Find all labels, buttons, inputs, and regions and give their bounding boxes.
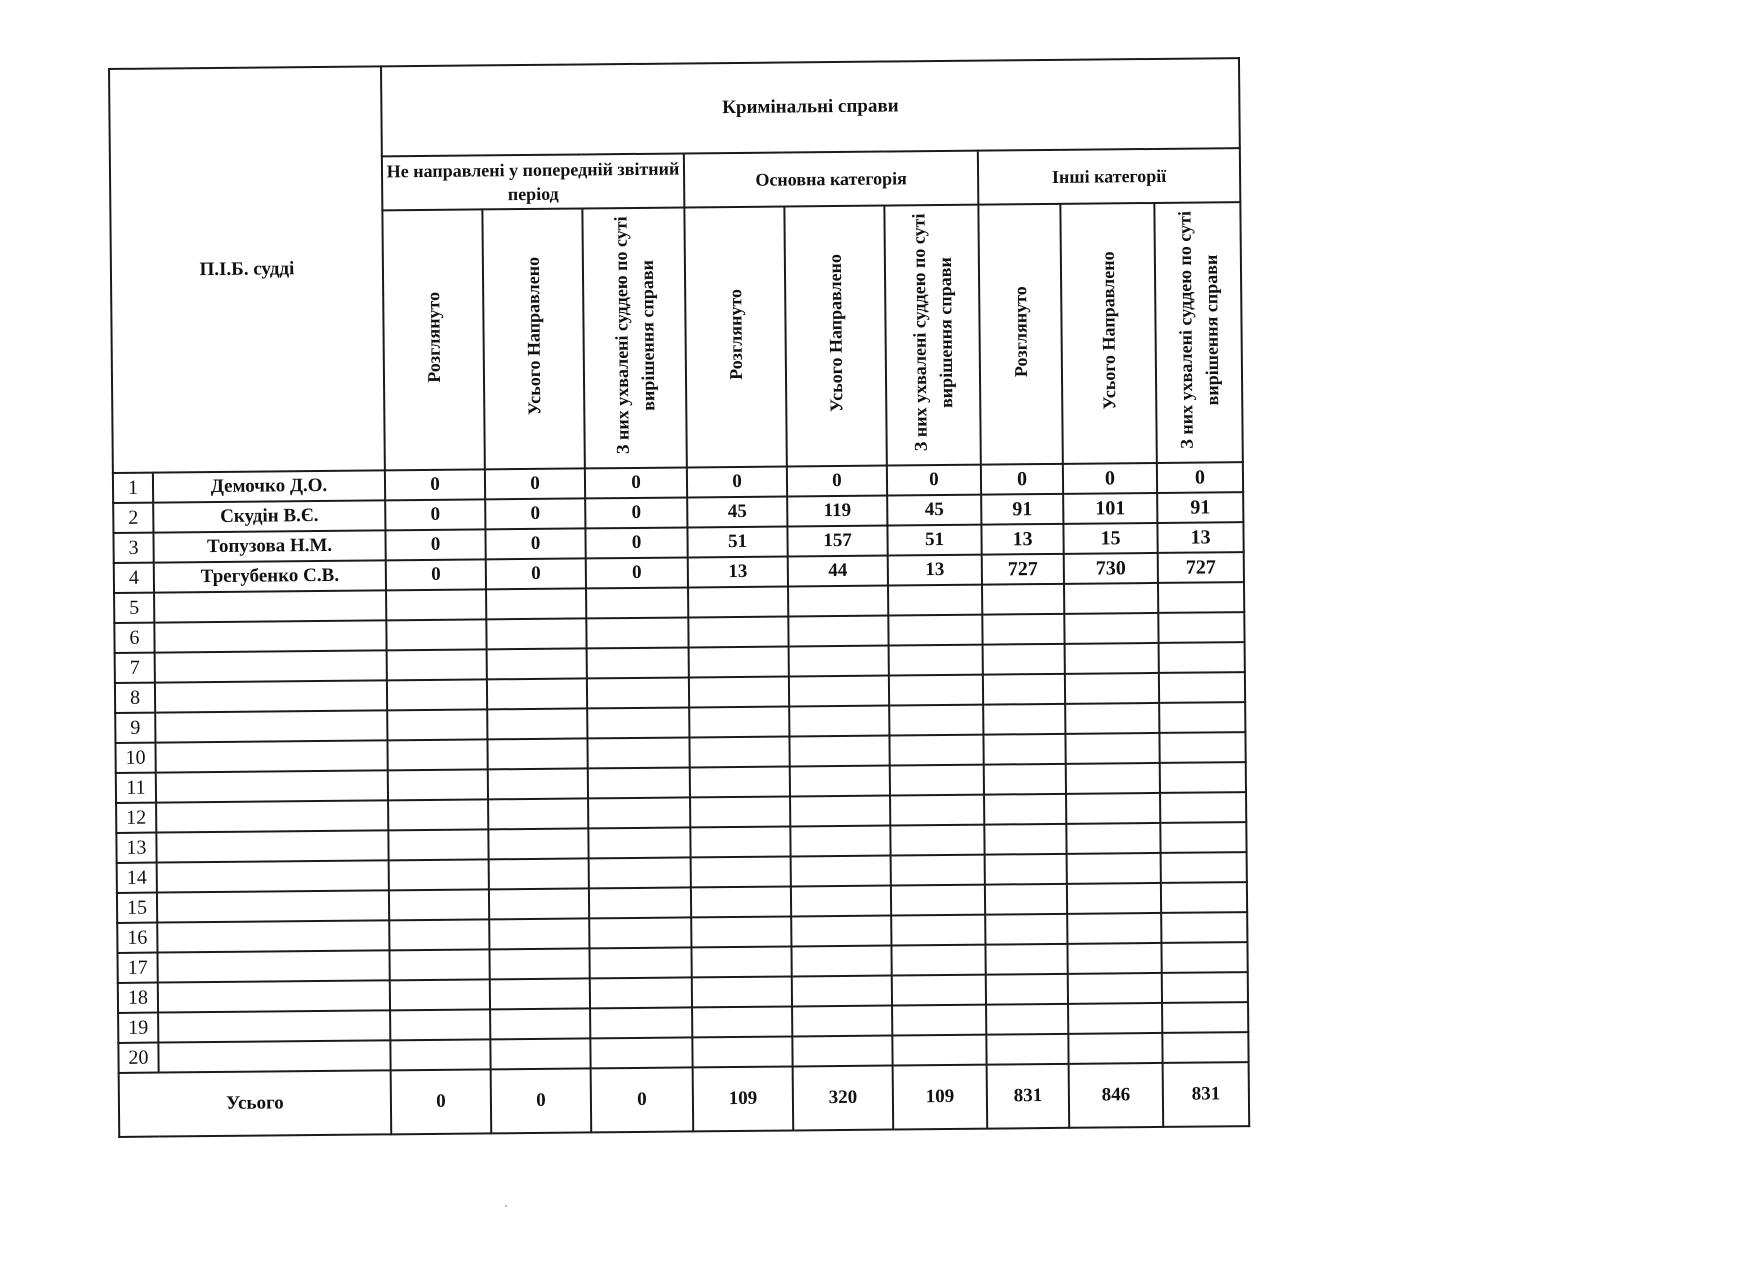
value-cell [983, 644, 1065, 675]
judge-name-cell: Топузова Н.М. [153, 530, 385, 562]
value-cell [488, 798, 588, 829]
total-cell: 320 [793, 1066, 894, 1131]
value-cell [984, 764, 1066, 795]
total-label: Усього [119, 1070, 392, 1137]
value-cell [390, 1039, 490, 1070]
judge-name-cell [157, 860, 389, 892]
value-cell [789, 676, 889, 707]
value-cell: 101 [1063, 493, 1157, 524]
value-cell [689, 706, 789, 737]
value-cell [888, 585, 982, 616]
value-cell [1064, 613, 1158, 644]
total-cell: 846 [1069, 1063, 1164, 1128]
value-cell [790, 766, 890, 797]
value-cell [1161, 942, 1247, 973]
row-number: 20 [118, 1043, 158, 1073]
value-cell: 730 [1064, 553, 1158, 584]
value-cell [1159, 672, 1245, 703]
value-cell [689, 676, 789, 707]
judge-name-cell [157, 920, 389, 952]
value-cell [1065, 703, 1159, 734]
value-cell [1067, 853, 1161, 884]
value-cell [1066, 793, 1160, 824]
value-cell [982, 584, 1064, 615]
value-cell [692, 1006, 792, 1037]
group-header-other-categories: Інші категорії [978, 148, 1241, 205]
total-cell: 109 [893, 1065, 988, 1130]
value-cell [389, 919, 489, 950]
row-number: 11 [116, 773, 156, 803]
value-cell: 13 [688, 556, 788, 587]
value-cell: 13 [888, 555, 982, 586]
value-cell: 91 [1157, 492, 1243, 523]
value-cell [1159, 642, 1245, 673]
value-cell [690, 826, 790, 857]
value-cell [1067, 943, 1161, 974]
value-cell [691, 916, 791, 947]
value-cell [986, 1034, 1068, 1065]
value-cell: 0 [486, 558, 586, 589]
value-cell [888, 615, 982, 646]
value-cell [588, 797, 690, 828]
value-cell [1159, 732, 1245, 763]
value-cell [792, 1036, 892, 1067]
table-header [109, 58, 1243, 473]
value-cell [1068, 1003, 1162, 1034]
value-cell [390, 1009, 490, 1040]
subheader-label: Розглянуто [1010, 286, 1032, 378]
value-cell [1066, 763, 1160, 794]
value-cell [791, 856, 891, 887]
subheader-cell [582, 207, 686, 468]
value-cell: 45 [687, 497, 787, 528]
subheader-label: Усього Направлено [522, 257, 545, 416]
row-number: 14 [117, 863, 157, 893]
value-cell [985, 914, 1067, 945]
row-number: 10 [115, 743, 155, 773]
table-body [113, 462, 1249, 1073]
value-cell [891, 945, 985, 976]
value-cell [1159, 702, 1245, 733]
value-cell [487, 708, 587, 739]
row-number: 5 [114, 593, 154, 623]
value-cell: 0 [585, 467, 687, 498]
value-cell: 91 [981, 494, 1063, 525]
value-cell [486, 588, 586, 619]
value-cell: 0 [485, 528, 585, 559]
subheader-label: З них ухвалені суддею по суті вирішення справи [610, 216, 659, 455]
row-number: 3 [113, 533, 153, 563]
row-number: 16 [117, 923, 157, 953]
value-cell [1160, 822, 1246, 853]
subheader-cell [482, 208, 584, 469]
value-cell [692, 976, 792, 1007]
value-cell: 0 [687, 467, 787, 498]
value-cell [691, 856, 791, 887]
value-cell [588, 767, 690, 798]
value-cell [788, 616, 888, 647]
value-cell [688, 616, 788, 647]
value-cell [889, 675, 983, 706]
value-cell [689, 646, 789, 677]
value-cell [691, 946, 791, 977]
value-cell: 727 [982, 554, 1064, 585]
value-cell [489, 888, 589, 919]
value-cell [389, 859, 489, 890]
value-cell [587, 647, 689, 678]
value-cell [1067, 913, 1161, 944]
value-cell [1064, 583, 1158, 614]
value-cell [387, 709, 487, 740]
value-cell [692, 1036, 792, 1067]
value-cell [986, 974, 1068, 1005]
judge-name-cell [156, 830, 388, 862]
report-sheet [108, 57, 1248, 1138]
judge-name-cell: Демочко Д.О. [153, 470, 385, 502]
value-cell [1160, 792, 1246, 823]
value-cell [386, 619, 486, 650]
value-cell [1068, 973, 1162, 1004]
row-number: 6 [114, 623, 154, 653]
total-cell: 831 [987, 1064, 1070, 1129]
value-cell [586, 587, 688, 618]
value-cell [892, 1005, 986, 1036]
value-cell [587, 737, 689, 768]
row-number: 8 [115, 683, 155, 713]
value-cell [589, 857, 691, 888]
value-cell [1160, 762, 1246, 793]
value-cell [1065, 643, 1159, 674]
value-cell: 51 [687, 526, 787, 557]
value-cell [892, 1035, 986, 1066]
subheader-cell [684, 207, 786, 468]
value-cell: 0 [385, 499, 485, 530]
value-cell: 45 [887, 495, 981, 526]
value-cell: 0 [787, 466, 887, 497]
total-cell: 109 [693, 1066, 794, 1131]
judge-name-cell [155, 650, 387, 682]
value-cell: 0 [585, 497, 687, 528]
value-cell [984, 824, 1066, 855]
judge-name-cell [155, 740, 387, 772]
value-cell [489, 918, 589, 949]
subheader-label: З них ухвалені суддею по суті вирішення справи [1174, 211, 1223, 450]
value-cell [1161, 912, 1247, 943]
value-cell [1161, 882, 1247, 913]
value-cell [689, 736, 789, 767]
value-cell [589, 917, 691, 948]
value-cell [791, 946, 891, 977]
value-cell [891, 885, 985, 916]
total-cell: 831 [1163, 1062, 1250, 1127]
value-cell [691, 886, 791, 917]
value-cell [889, 705, 983, 736]
value-cell [791, 886, 891, 917]
value-cell [589, 947, 691, 978]
value-cell: 727 [1158, 552, 1244, 583]
value-cell [387, 649, 487, 680]
value-cell [891, 915, 985, 946]
value-cell [1068, 1033, 1162, 1064]
value-cell [890, 825, 984, 856]
value-cell [1162, 1032, 1248, 1063]
value-cell [488, 828, 588, 859]
value-cell [1067, 883, 1161, 914]
subheader-cell [1060, 203, 1156, 464]
judge-name-cell [155, 680, 387, 712]
value-cell [1162, 972, 1248, 1003]
value-cell [489, 858, 589, 889]
total-row [119, 1062, 1250, 1137]
subheader-label: Усього Направлено [1097, 251, 1120, 411]
value-cell [983, 674, 1065, 705]
value-cell: 0 [586, 557, 688, 588]
value-cell [983, 734, 1065, 765]
value-cell [386, 589, 486, 620]
value-cell: 0 [385, 469, 485, 500]
value-cell [1161, 852, 1247, 883]
value-cell: 0 [485, 468, 585, 499]
value-cell: 0 [385, 529, 485, 560]
row-number: 2 [113, 503, 153, 533]
row-number: 13 [116, 833, 156, 863]
row-number: 1 [113, 473, 153, 503]
judge-name-cell: Трегубенко С.В. [154, 560, 386, 592]
judge-name-cell [155, 710, 387, 742]
value-cell: 44 [788, 556, 888, 587]
judge-name-cell [158, 1040, 390, 1072]
subheader-cell [884, 205, 980, 466]
value-cell: 157 [787, 526, 887, 557]
judge-name-cell [158, 980, 390, 1012]
value-cell [486, 618, 586, 649]
subheader-label: Розглянуто [725, 288, 747, 381]
subheader-label: З них ухвалені суддею по суті вирішення справи [908, 213, 957, 452]
value-cell [490, 1038, 590, 1069]
value-cell [791, 916, 891, 947]
criminal-cases-header: Кримінальні справи [381, 58, 1240, 156]
row-number: 17 [117, 953, 157, 983]
value-cell [983, 704, 1065, 735]
value-cell [690, 766, 790, 797]
value-cell: 13 [981, 524, 1063, 555]
subheader-label: Усього Направлено [824, 254, 847, 413]
subheader-cell [1154, 202, 1243, 463]
total-cell: 0 [491, 1068, 592, 1133]
total-cell: 0 [591, 1067, 694, 1132]
value-cell: 0 [1157, 462, 1243, 493]
value-cell [387, 739, 487, 770]
value-cell [1162, 1002, 1248, 1033]
value-cell [588, 827, 690, 858]
value-cell [1065, 673, 1159, 704]
value-cell [890, 795, 984, 826]
subheader-cell [784, 206, 886, 467]
value-cell [388, 769, 488, 800]
value-cell [1066, 823, 1160, 854]
value-cell [985, 944, 1067, 975]
value-cell [789, 646, 889, 677]
value-cell [984, 794, 1066, 825]
value-cell [487, 738, 587, 769]
value-cell [589, 887, 691, 918]
criminal-cases-table [108, 57, 1250, 1138]
row-number: 9 [115, 713, 155, 743]
value-cell [889, 735, 983, 766]
value-cell [690, 796, 790, 827]
judge-name-cell [157, 890, 389, 922]
value-cell [986, 1004, 1068, 1035]
value-cell [790, 826, 890, 857]
value-cell [487, 648, 587, 679]
row-number: 15 [117, 893, 157, 923]
row-number: 4 [114, 563, 154, 593]
value-cell [985, 854, 1067, 885]
value-cell [789, 736, 889, 767]
value-cell [387, 679, 487, 710]
value-cell [890, 765, 984, 796]
value-cell [390, 979, 490, 1010]
value-cell [490, 978, 590, 1009]
value-cell [1158, 612, 1244, 643]
subheader-label: Розглянуто [423, 291, 445, 383]
value-cell: 15 [1063, 523, 1157, 554]
value-cell [982, 614, 1064, 645]
value-cell [1158, 582, 1244, 613]
value-cell [388, 799, 488, 830]
value-cell: 13 [1157, 522, 1243, 553]
value-cell [1065, 733, 1159, 764]
value-cell [590, 977, 692, 1008]
value-cell [489, 948, 589, 979]
judge-name-cell [156, 800, 388, 832]
value-cell [490, 1008, 590, 1039]
total-cell: 0 [391, 1069, 492, 1134]
value-cell [790, 796, 890, 827]
subheader-cell [382, 209, 484, 470]
value-cell [789, 706, 889, 737]
value-cell: 0 [1063, 463, 1157, 494]
value-cell [587, 677, 689, 708]
value-cell [892, 975, 986, 1006]
row-number: 12 [116, 803, 156, 833]
value-cell: 0 [887, 465, 981, 496]
value-cell [590, 1007, 692, 1038]
value-cell [688, 586, 788, 617]
value-cell [985, 884, 1067, 915]
value-cell [388, 829, 488, 860]
judge-name-cell: Скудін В.Є. [153, 500, 385, 532]
group-header-main-category: Основна категорія [684, 151, 979, 208]
scan-dust-mark [505, 1205, 507, 1207]
value-cell: 119 [787, 496, 887, 527]
judge-name-cell [158, 1010, 390, 1042]
judge-name-header: П.І.Б. судді [109, 66, 385, 473]
judge-name-cell [157, 950, 389, 982]
value-cell: 0 [485, 498, 585, 529]
value-cell [587, 707, 689, 738]
value-cell [488, 768, 588, 799]
value-cell: 0 [585, 527, 687, 558]
row-number: 18 [118, 983, 158, 1013]
judge-name-cell [156, 770, 388, 802]
value-cell [889, 645, 983, 676]
value-cell [389, 889, 489, 920]
table-footer [119, 1062, 1250, 1137]
group-header-not-sent-previous: Не направлені у попередній звітний період [382, 153, 685, 210]
value-cell [389, 949, 489, 980]
value-cell [891, 855, 985, 886]
value-cell [586, 617, 688, 648]
value-cell [487, 678, 587, 709]
value-cell: 51 [887, 525, 981, 556]
value-cell [792, 976, 892, 1007]
row-number: 19 [118, 1013, 158, 1043]
subheader-cell [978, 204, 1062, 465]
value-cell: 0 [981, 464, 1063, 495]
judge-name-cell [154, 590, 386, 622]
value-cell [590, 1037, 692, 1068]
value-cell [788, 586, 888, 617]
value-cell: 0 [386, 559, 486, 590]
value-cell [792, 1006, 892, 1037]
judge-name-cell [154, 620, 386, 652]
row-number: 7 [115, 653, 155, 683]
